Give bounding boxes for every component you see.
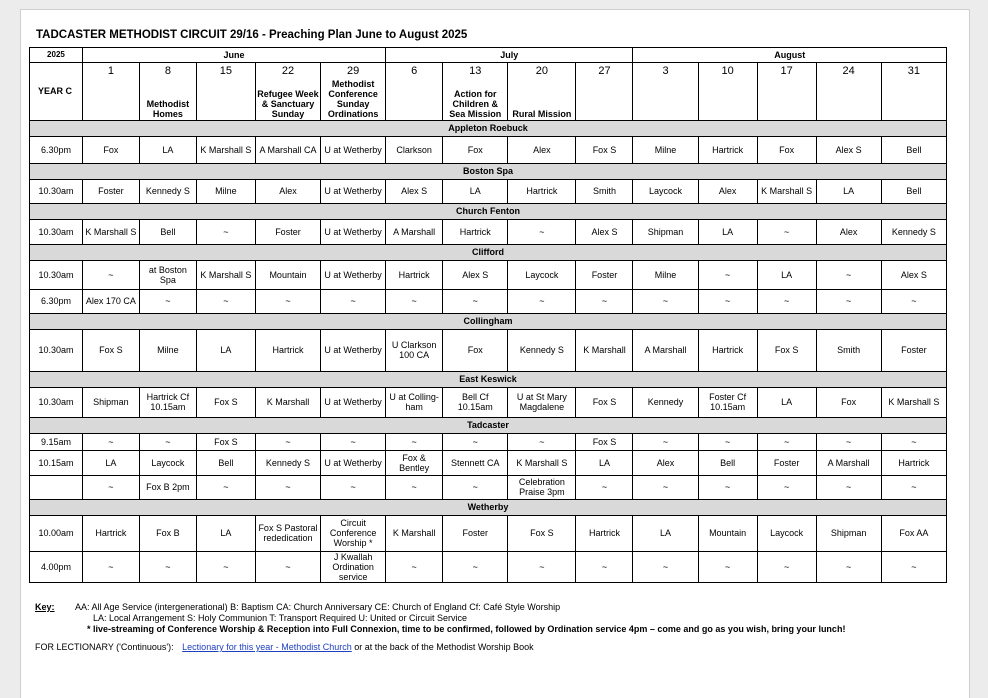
- lectionary-prefix: FOR LECTIONARY ('Continuous'):: [35, 642, 174, 652]
- preacher-cell: ~: [196, 219, 255, 244]
- service-time: 6.30pm: [30, 136, 83, 163]
- preacher-cell: Kennedy S: [508, 329, 576, 371]
- preacher-cell: LA: [698, 219, 757, 244]
- preacher-cell: ~: [443, 433, 508, 450]
- preacher-cell: Alex S: [443, 260, 508, 289]
- preacher-cell: ~: [757, 219, 816, 244]
- preacher-cell: Kennedy S: [255, 450, 320, 475]
- preacher-cell: Shipman: [633, 219, 698, 244]
- preacher-cell: Milne: [196, 179, 255, 203]
- service-time: 10.15am: [30, 450, 83, 475]
- preacher-cell: LA: [82, 450, 139, 475]
- date-note: [82, 79, 139, 121]
- preacher-cell: ~: [757, 475, 816, 499]
- date-header: 31: [881, 63, 946, 79]
- preacher-cell: LA: [816, 179, 881, 203]
- preacher-cell: Laycock: [633, 179, 698, 203]
- preacher-cell: ~: [139, 551, 196, 582]
- preacher-cell: Foster: [576, 260, 633, 289]
- preacher-cell: Hartrick: [386, 260, 443, 289]
- preacher-cell: ~: [386, 433, 443, 450]
- preacher-cell: Shipman: [816, 515, 881, 551]
- preacher-cell: ~: [443, 551, 508, 582]
- preacher-cell: Alex: [816, 219, 881, 244]
- date-note: [881, 79, 946, 121]
- preacher-cell: J Kwallah Ordination service: [321, 551, 386, 582]
- preacher-cell: ~: [816, 289, 881, 313]
- preacher-cell: ~: [508, 289, 576, 313]
- preacher-cell: ~: [139, 289, 196, 313]
- service-time: 4.00pm: [30, 551, 83, 582]
- preacher-cell: ~: [139, 433, 196, 450]
- preacher-cell: ~: [255, 289, 320, 313]
- preacher-cell: Fox S Pastoral rededication: [255, 515, 320, 551]
- preacher-cell: ~: [386, 289, 443, 313]
- date-header: 8: [139, 63, 196, 79]
- location-header: Wetherby: [30, 499, 947, 515]
- service-row: [30, 260, 947, 289]
- preacher-cell: Laycock: [757, 515, 816, 551]
- preacher-cell: ~: [757, 289, 816, 313]
- service-row: [30, 450, 947, 475]
- preacher-cell: ~: [255, 551, 320, 582]
- preacher-cell: U at Wetherby: [321, 260, 386, 289]
- preacher-cell: Alex S: [576, 219, 633, 244]
- date-header: 20: [508, 63, 576, 79]
- service-row: [30, 515, 947, 551]
- key-text-1: AA: All Age Service (intergenerational) B: Baptism CA: Church Anniversary CE: Church of England Cf: Café Style Worship: [75, 602, 561, 612]
- preacher-cell: Laycock: [139, 450, 196, 475]
- location-header: Boston Spa: [30, 163, 947, 179]
- preacher-cell: ~: [757, 551, 816, 582]
- preacher-cell: Fox S: [576, 136, 633, 163]
- preacher-cell: ~: [633, 433, 698, 450]
- preacher-cell: LA: [576, 450, 633, 475]
- service-time: 6.30pm: [30, 289, 83, 313]
- preacher-cell: Alex: [698, 179, 757, 203]
- date-note: [633, 79, 698, 121]
- preacher-cell: ~: [881, 433, 946, 450]
- preacher-cell: Kennedy S: [139, 179, 196, 203]
- location-header: Church Fenton: [30, 203, 947, 219]
- date-header: 29: [321, 63, 386, 79]
- preacher-cell: ~: [633, 289, 698, 313]
- preacher-cell: LA: [196, 515, 255, 551]
- date-header: 24: [816, 63, 881, 79]
- service-row: [30, 475, 947, 499]
- preacher-cell: Fox S: [196, 433, 255, 450]
- preacher-cell: Fox: [443, 136, 508, 163]
- preacher-cell: ~: [255, 433, 320, 450]
- preacher-cell: U at Wetherby: [321, 450, 386, 475]
- preacher-cell: Hartrick: [881, 450, 946, 475]
- location-header: Appleton Roebuck: [30, 120, 947, 136]
- date-note: Action for Children & Sea Mission: [443, 79, 508, 121]
- preacher-cell: ~: [633, 551, 698, 582]
- preacher-cell: LA: [757, 260, 816, 289]
- month-header: August: [633, 48, 947, 63]
- preacher-cell: Fox S: [82, 329, 139, 371]
- preacher-cell: ~: [82, 433, 139, 450]
- year-label: YEAR C: [30, 63, 83, 121]
- preacher-cell: ~: [757, 433, 816, 450]
- preacher-cell: A Marshall CA: [255, 136, 320, 163]
- date-note: [816, 79, 881, 121]
- preacher-cell: ~: [508, 219, 576, 244]
- date-note: Methodist Homes: [139, 79, 196, 121]
- preacher-cell: Shipman: [82, 387, 139, 417]
- service-time: 10.30am: [30, 329, 83, 371]
- service-row: [30, 289, 947, 313]
- preaching-plan-table: [29, 47, 947, 583]
- preacher-cell: A Marshall: [386, 219, 443, 244]
- preacher-cell: ~: [508, 433, 576, 450]
- preacher-cell: Bell: [139, 219, 196, 244]
- preacher-cell: ~: [508, 551, 576, 582]
- preacher-cell: U at Wetherby: [321, 329, 386, 371]
- preacher-cell: ~: [196, 475, 255, 499]
- service-row: [30, 179, 947, 203]
- preacher-cell: ~: [698, 433, 757, 450]
- date-header: 15: [196, 63, 255, 79]
- date-header: 17: [757, 63, 816, 79]
- preacher-cell: Foster: [757, 450, 816, 475]
- preacher-cell: Mountain: [255, 260, 320, 289]
- service-row: [30, 387, 947, 417]
- preacher-cell: Fox: [816, 387, 881, 417]
- preacher-cell: Celebration Praise 3pm: [508, 475, 576, 499]
- preacher-cell: ~: [881, 475, 946, 499]
- date-note: [757, 79, 816, 121]
- preacher-cell: at Boston Spa: [139, 260, 196, 289]
- preacher-cell: U at Wetherby: [321, 219, 386, 244]
- preacher-cell: Stennett CA: [443, 450, 508, 475]
- preacher-cell: A Marshall: [633, 329, 698, 371]
- preacher-cell: Smith: [576, 179, 633, 203]
- preacher-cell: ~: [443, 289, 508, 313]
- preacher-cell: Laycock: [508, 260, 576, 289]
- preacher-cell: ~: [576, 475, 633, 499]
- preacher-cell: Hartrick: [82, 515, 139, 551]
- preacher-cell: Alex S: [386, 179, 443, 203]
- service-time: 10.30am: [30, 219, 83, 244]
- key-line-2: LA: Local Arrangement S: Holy Communion T: Transport Required U: United or Circuit Service: [93, 613, 467, 623]
- date-note: Rural Mission: [508, 79, 576, 121]
- location-header: Clifford: [30, 244, 947, 260]
- date-header: 6: [386, 63, 443, 79]
- service-time: 10.30am: [30, 179, 83, 203]
- preacher-cell: K Marshall S: [881, 387, 946, 417]
- preacher-cell: Milne: [139, 329, 196, 371]
- preacher-cell: K Marshall: [255, 387, 320, 417]
- preacher-cell: ~: [816, 475, 881, 499]
- preacher-cell: ~: [816, 260, 881, 289]
- preacher-cell: Foster: [82, 179, 139, 203]
- preacher-cell: Fox S: [576, 387, 633, 417]
- preacher-cell: Fox S: [576, 433, 633, 450]
- preacher-cell: ~: [321, 475, 386, 499]
- preacher-cell: LA: [633, 515, 698, 551]
- preacher-cell: Fox B: [139, 515, 196, 551]
- preacher-cell: Clarkson: [386, 136, 443, 163]
- preacher-cell: Fox S: [757, 329, 816, 371]
- document-page: [20, 9, 970, 698]
- key-line-1: [35, 602, 560, 612]
- lectionary-suffix: or at the back of the Methodist Worship Book: [351, 642, 534, 652]
- preacher-cell: K Marshall: [386, 515, 443, 551]
- preacher-cell: Fox: [757, 136, 816, 163]
- preacher-cell: Circuit Conference Worship *: [321, 515, 386, 551]
- preacher-cell: Hartrick: [698, 329, 757, 371]
- preacher-cell: ~: [698, 551, 757, 582]
- preacher-cell: Foster: [881, 329, 946, 371]
- preacher-cell: Fox AA: [881, 515, 946, 551]
- preacher-cell: ~: [321, 289, 386, 313]
- service-row: [30, 433, 947, 450]
- preacher-cell: Foster Cf 10.15am: [698, 387, 757, 417]
- preacher-cell: ~: [196, 551, 255, 582]
- preacher-cell: ~: [196, 289, 255, 313]
- preacher-cell: K Marshall S: [82, 219, 139, 244]
- preacher-cell: Fox S: [508, 515, 576, 551]
- preacher-cell: Bell: [196, 450, 255, 475]
- preacher-cell: K Marshall S: [757, 179, 816, 203]
- service-row: [30, 551, 947, 582]
- date-header: 27: [576, 63, 633, 79]
- preacher-cell: ~: [82, 475, 139, 499]
- preacher-cell: ~: [321, 433, 386, 450]
- preacher-cell: Kennedy S: [881, 219, 946, 244]
- service-time: [30, 475, 83, 499]
- service-time: 9.15am: [30, 433, 83, 450]
- preacher-cell: Alex: [508, 136, 576, 163]
- preacher-cell: ~: [881, 289, 946, 313]
- date-note: [576, 79, 633, 121]
- preacher-cell: Fox & Bentley: [386, 450, 443, 475]
- preacher-cell: LA: [196, 329, 255, 371]
- preacher-cell: ~: [698, 260, 757, 289]
- service-time: 10.30am: [30, 260, 83, 289]
- preacher-cell: Alex: [255, 179, 320, 203]
- preacher-cell: ~: [816, 433, 881, 450]
- lectionary-link[interactable]: Lectionary for this year - Methodist Church: [182, 642, 352, 652]
- service-row: [30, 329, 947, 371]
- date-header: 10: [698, 63, 757, 79]
- preacher-cell: ~: [881, 551, 946, 582]
- preacher-cell: ~: [386, 551, 443, 582]
- preacher-cell: LA: [139, 136, 196, 163]
- preacher-cell: U at St Mary Magdalene: [508, 387, 576, 417]
- preacher-cell: Bell Cf 10.15am: [443, 387, 508, 417]
- service-row: [30, 219, 947, 244]
- preacher-cell: LA: [443, 179, 508, 203]
- preacher-cell: Foster: [443, 515, 508, 551]
- service-time: 10.00am: [30, 515, 83, 551]
- preacher-cell: ~: [576, 289, 633, 313]
- preacher-cell: Hartrick Cf 10.15am: [139, 387, 196, 417]
- preacher-cell: K Marshall S: [196, 136, 255, 163]
- preacher-cell: ~: [698, 475, 757, 499]
- preacher-cell: Fox: [443, 329, 508, 371]
- preacher-cell: ~: [82, 260, 139, 289]
- preacher-cell: ~: [816, 551, 881, 582]
- preacher-cell: U at Wetherby: [321, 136, 386, 163]
- preacher-cell: ~: [386, 475, 443, 499]
- preacher-cell: Hartrick: [255, 329, 320, 371]
- preacher-cell: Milne: [633, 136, 698, 163]
- preacher-cell: ~: [82, 551, 139, 582]
- key-line-3: * live-streaming of Conference Worship & Reception into Full Connexion, time to be confirmed, followed by Ordination service 4pm – come and go as you wish, bring your lunch!: [87, 624, 846, 634]
- service-row: [30, 136, 947, 163]
- preacher-cell: Kennedy: [633, 387, 698, 417]
- year-cell: 2025: [30, 48, 83, 63]
- key-label: Key:: [35, 602, 55, 612]
- date-note: [196, 79, 255, 121]
- preacher-cell: ~: [698, 289, 757, 313]
- date-note: [698, 79, 757, 121]
- date-note: [386, 79, 443, 121]
- preacher-cell: ~: [576, 551, 633, 582]
- preacher-cell: U at Colling-ham: [386, 387, 443, 417]
- preacher-cell: K Marshall S: [196, 260, 255, 289]
- date-note: Methodist Conference Sunday Ordinations: [321, 79, 386, 121]
- preacher-cell: U at Wetherby: [321, 179, 386, 203]
- preacher-cell: Mountain: [698, 515, 757, 551]
- preacher-cell: Fox: [82, 136, 139, 163]
- preacher-cell: Alex: [633, 450, 698, 475]
- preacher-cell: ~: [255, 475, 320, 499]
- preacher-cell: Foster: [255, 219, 320, 244]
- date-header: 3: [633, 63, 698, 79]
- service-time: 10.30am: [30, 387, 83, 417]
- location-header: East Keswick: [30, 371, 947, 387]
- preacher-cell: Bell: [881, 136, 946, 163]
- location-header: Tadcaster: [30, 417, 947, 433]
- preacher-cell: Alex S: [881, 260, 946, 289]
- preacher-cell: U at Wetherby: [321, 387, 386, 417]
- preacher-cell: ~: [443, 475, 508, 499]
- preacher-cell: Hartrick: [508, 179, 576, 203]
- preacher-cell: Milne: [633, 260, 698, 289]
- preacher-cell: Fox B 2pm: [139, 475, 196, 499]
- page-title: TADCASTER METHODIST CIRCUIT 29/16 - Preaching Plan June to August 2025: [36, 29, 468, 41]
- preacher-cell: ~: [633, 475, 698, 499]
- date-note: Refugee Week & Sanctuary Sunday: [255, 79, 320, 121]
- preacher-cell: Fox S: [196, 387, 255, 417]
- preacher-cell: Alex 170 CA: [82, 289, 139, 313]
- preacher-cell: Hartrick: [698, 136, 757, 163]
- preacher-cell: U Clarkson 100 CA: [386, 329, 443, 371]
- preacher-cell: Alex S: [816, 136, 881, 163]
- preacher-cell: LA: [757, 387, 816, 417]
- preacher-cell: Hartrick: [443, 219, 508, 244]
- preacher-cell: K Marshall: [576, 329, 633, 371]
- lectionary-line: [35, 642, 534, 652]
- date-header: 22: [255, 63, 320, 79]
- date-header: 1: [82, 63, 139, 79]
- date-header: 13: [443, 63, 508, 79]
- preacher-cell: Bell: [881, 179, 946, 203]
- month-header: July: [386, 48, 633, 63]
- preacher-cell: K Marshall S: [508, 450, 576, 475]
- preacher-cell: Hartrick: [576, 515, 633, 551]
- location-header: Collingham: [30, 313, 947, 329]
- preacher-cell: A Marshall: [816, 450, 881, 475]
- month-header: June: [82, 48, 385, 63]
- preacher-cell: Smith: [816, 329, 881, 371]
- preacher-cell: Bell: [698, 450, 757, 475]
